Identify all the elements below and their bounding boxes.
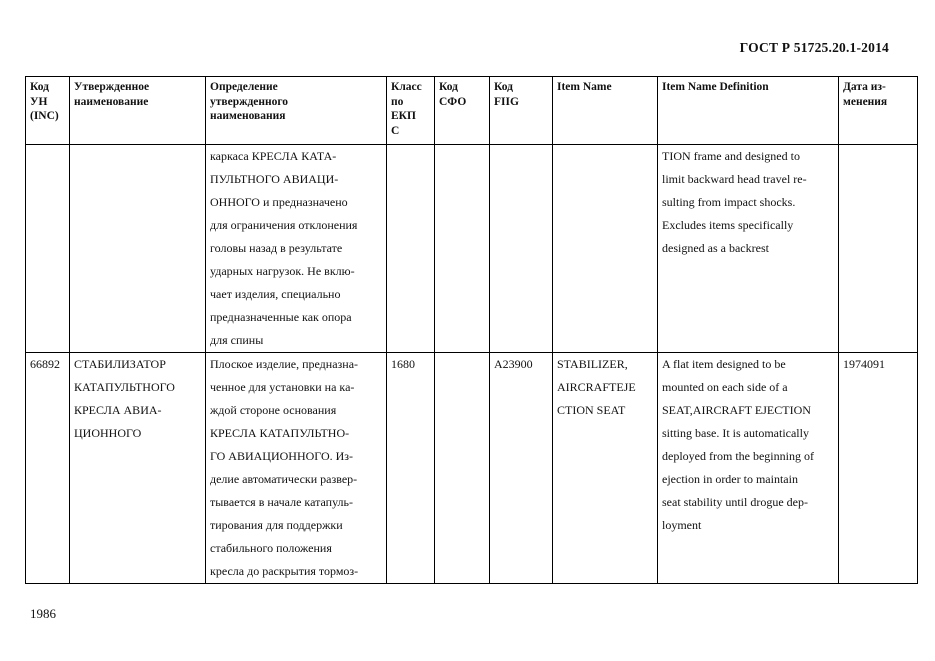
- cell-approved-name: [70, 353, 206, 584]
- cell-item-definition: [658, 145, 839, 353]
- text-line: A flat item designed to be: [662, 357, 786, 371]
- cell-change-date: [839, 145, 918, 353]
- text-line: loyment: [662, 518, 702, 532]
- cell-fiig-code: [490, 353, 553, 584]
- text-line: тирования для поддержки: [210, 518, 343, 532]
- text-line: утвержденного: [210, 95, 289, 108]
- text-line: каркаса КРЕСЛА КАТА-: [210, 149, 337, 163]
- table-row: [26, 145, 918, 353]
- cell-definition: [206, 353, 387, 584]
- text-line: КРЕСЛА КАТАПУЛЬТНО-: [210, 426, 350, 440]
- text-line: A23900: [494, 357, 533, 371]
- text-line: SEAT,AIRCRAFT EJECTION: [662, 403, 811, 417]
- text-line: для ограничения отклонения: [210, 218, 358, 232]
- cell-definition: [206, 145, 387, 353]
- text-line: предназначенные как опора: [210, 310, 352, 324]
- cell-sfo-code: [435, 353, 490, 584]
- text-line: STABILIZER,: [557, 357, 628, 371]
- text-line: ejection in order to maintain: [662, 472, 798, 486]
- text-line: sulting from impact shocks.: [662, 195, 796, 209]
- table-row: [26, 353, 918, 584]
- text-line: ГО АВИАЦИОННОГО. Из-: [210, 449, 354, 463]
- cell-approved-name: [70, 145, 206, 353]
- text-line: (INC): [30, 110, 59, 122]
- text-line: Класс: [391, 81, 422, 93]
- text-line: Плоское изделие, предназна-: [210, 357, 359, 371]
- text-line: КРЕСЛА АВИА-: [74, 403, 162, 417]
- header-row: [26, 77, 918, 145]
- header-approved-name: [70, 77, 206, 145]
- text-line: ОННОГО и предназначено: [210, 195, 348, 209]
- text-line: по: [391, 95, 404, 108]
- text-line: 1974091: [843, 357, 885, 371]
- cell-item-name: [553, 145, 658, 353]
- cell-ekps-class: [387, 353, 435, 584]
- header-item-name-definition: [658, 77, 839, 145]
- catalog-table: [25, 76, 918, 584]
- text-line: для спины: [210, 333, 264, 347]
- cell-item-definition: [658, 353, 839, 584]
- text-line: deployed from the beginning of: [662, 449, 814, 463]
- text-line: головы назад в результате: [210, 241, 343, 255]
- text-line: делие автоматически развер-: [210, 472, 358, 486]
- text-line: СФО: [439, 95, 467, 108]
- header-fiig-code: [490, 77, 553, 145]
- header-inc: [26, 77, 70, 145]
- cell-sfo-code: [435, 145, 490, 353]
- text-line: 1680: [391, 357, 415, 371]
- cell-inc: [26, 353, 70, 584]
- text-line: Дата из-: [843, 81, 886, 93]
- text-line: ЕКП: [391, 110, 416, 122]
- text-line: СТАБИЛИЗАТОР: [74, 357, 166, 371]
- cell-ekps-class: [387, 145, 435, 353]
- text-line: менения: [843, 95, 888, 108]
- text-line: ждой стороне основания: [210, 403, 337, 417]
- header-change-date: [839, 77, 918, 145]
- text-line: кресла до раскрытия тормоз-: [210, 564, 359, 578]
- cell-change-date: [839, 353, 918, 584]
- text-line: TION frame and designed to: [662, 149, 800, 163]
- text-line: Item Name: [557, 81, 612, 93]
- text-line: AIRCRAFTEJE: [557, 380, 636, 394]
- text-line: УН: [30, 95, 48, 108]
- text-line: designed as a backrest: [662, 241, 769, 255]
- text-line: наименование: [74, 95, 149, 108]
- text-line: mounted on each side of a: [662, 380, 788, 394]
- text-line: FIIG: [494, 95, 519, 108]
- text-line: 66892: [30, 357, 60, 371]
- document-code: ГОСТ Р 51725.20.1-2014: [739, 40, 889, 55]
- cell-fiig-code: [490, 145, 553, 353]
- text-line: Item Name Definition: [662, 81, 769, 93]
- cell-inc: [26, 145, 70, 353]
- text-line: ударных нагрузок. Не вклю-: [210, 264, 355, 278]
- text-line: Код: [30, 81, 50, 93]
- text-line: С: [391, 124, 400, 137]
- text-line: ПУЛЬТНОГО АВИАЦИ-: [210, 172, 339, 186]
- text-line: Код: [494, 81, 514, 93]
- page-number: 1986: [30, 606, 56, 621]
- text-line: ченное для установки на ка-: [210, 380, 355, 394]
- text-line: Утвержденное: [74, 81, 150, 93]
- header-item-name: [553, 77, 658, 145]
- header-sfo-code: [435, 77, 490, 145]
- text-line: CTION SEAT: [557, 403, 626, 417]
- text-line: КАТАПУЛЬТНОГО: [74, 380, 175, 394]
- cell-item-name: [553, 353, 658, 584]
- text-line: limit backward head travel re-: [662, 172, 807, 186]
- text-line: Код: [439, 81, 459, 93]
- header-definition: [206, 77, 387, 145]
- text-line: наименования: [210, 110, 286, 122]
- text-line: стабильного положения: [210, 541, 332, 555]
- text-line: чает изделия, специально: [210, 287, 341, 301]
- text-line: Определение: [210, 81, 278, 93]
- header-ekps-class: [387, 77, 435, 145]
- text-line: тывается в начале катапуль-: [210, 495, 353, 509]
- text-line: seat stability until drogue dep-: [662, 495, 808, 509]
- text-line: Excludes items specifically: [662, 218, 794, 232]
- text-line: ЦИОННОГО: [74, 426, 142, 440]
- text-line: sitting base. It is automatically: [662, 426, 809, 440]
